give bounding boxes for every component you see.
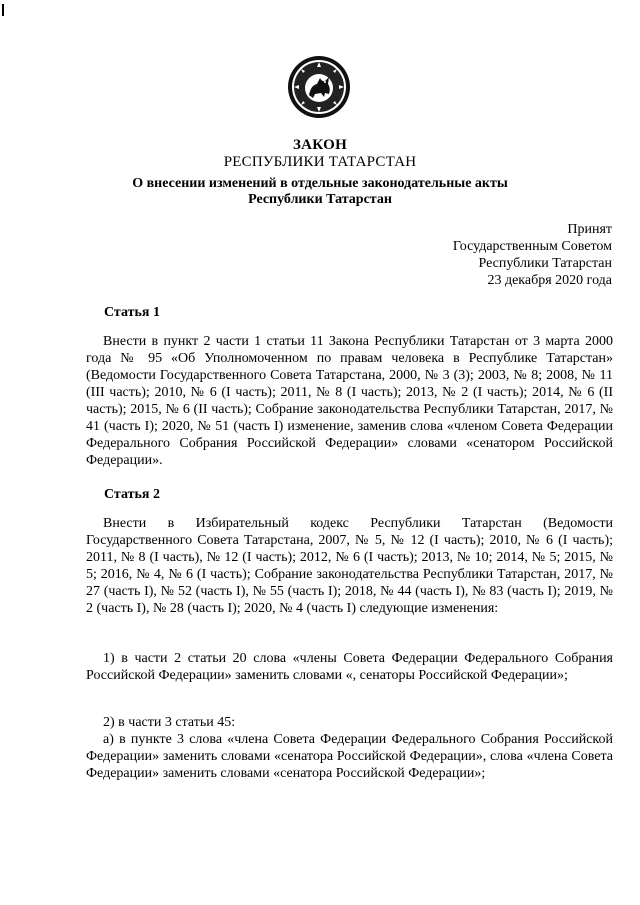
article-2-item-1: 1) в части 2 статьи 20 слова «члены Совета Федерации Федерального Собрания Российской Федерации» заменить словами «, сенаторы Российской Федерации»; <box>86 651 613 683</box>
article-2-item-2a: а) в пункте 3 слова «члена Совета Федерации Федерального Собрания Российской Федерации» заменить словами «сенатора Российской Федерации», слова «члена Совета Федерации» заменить словами «сенатора Российской Федерации»; <box>86 732 613 781</box>
adoption-line1: Принят <box>567 222 612 237</box>
adoption-line2: Государственным Советом <box>452 239 612 254</box>
margin-mark <box>2 4 4 16</box>
law-heading-line2: Республики Татарстан <box>248 192 392 207</box>
law-heading-line1: О внесении изменений в отдельные законодательные акты <box>132 176 508 191</box>
adoption-date: 23 декабря 2020 года <box>487 273 612 288</box>
article-2-title: Статья 2 <box>104 487 160 502</box>
law-title: ЗАКОН <box>292 137 348 153</box>
article-2-intro: Внести в Избирательный кодекс Республики Татарстан (Ведомости Государственного Совета Татарстана, 2007, № 5, № 12 (I часть); 2010, № 6 (I часть); 2011, № 8 (I часть), № 12 (I часть); 2012, № 6 (I часть); 2013, № 10; 2014, № 5; 2015, № 5; 2016, № 4, № 6 (I часть); Собрание законодательства Республики Татарстан, 2017, № 27 (часть I), № 52 (часть I), № 55 (часть I); 2018, № 44 (часть I), № 83 (часть I); 2019, № 2 (часть I), № 28 (часть I); 2020, № 4 (часть I) следующие изменения: <box>86 516 613 616</box>
adoption-block <box>453 221 612 289</box>
adoption-line3: Республики Татарстан <box>478 256 612 271</box>
law-heading <box>0 176 640 208</box>
coat-of-arms-icon <box>287 55 351 119</box>
article-1-title: Статья 1 <box>104 305 160 320</box>
republic-subtitle: РЕСПУБЛИКИ ТАТАРСТАН <box>223 154 417 170</box>
article-1-text: Внести в пункт 2 части 1 статьи 11 Закона Республики Татарстан от 3 марта 2000 года № 95 «Об Уполномоченном по правам человека в Республике Татарстан» (Ведомости Государственного Совета Татарстана, 2000, № 3 (3); 2003, № 8; 2008, № 11 (III часть); 2010, № 6 (I часть); 2011, № 8 (I часть); 2013, № 2 (I часть); 2014, № 6 (II часть); 2015, № 6 (II часть); Собрание законодательства Республики Татарстан, 2017, № 41 (часть I); 2020, № 51 (часть I) изменение, заменив слова «членом Совета Федерации Федерального Собрания Российской Федерации» словами «сенатором Российской Федерации». <box>86 334 613 468</box>
article-2-item-2: 2) в части 3 статьи 45: <box>103 715 236 730</box>
